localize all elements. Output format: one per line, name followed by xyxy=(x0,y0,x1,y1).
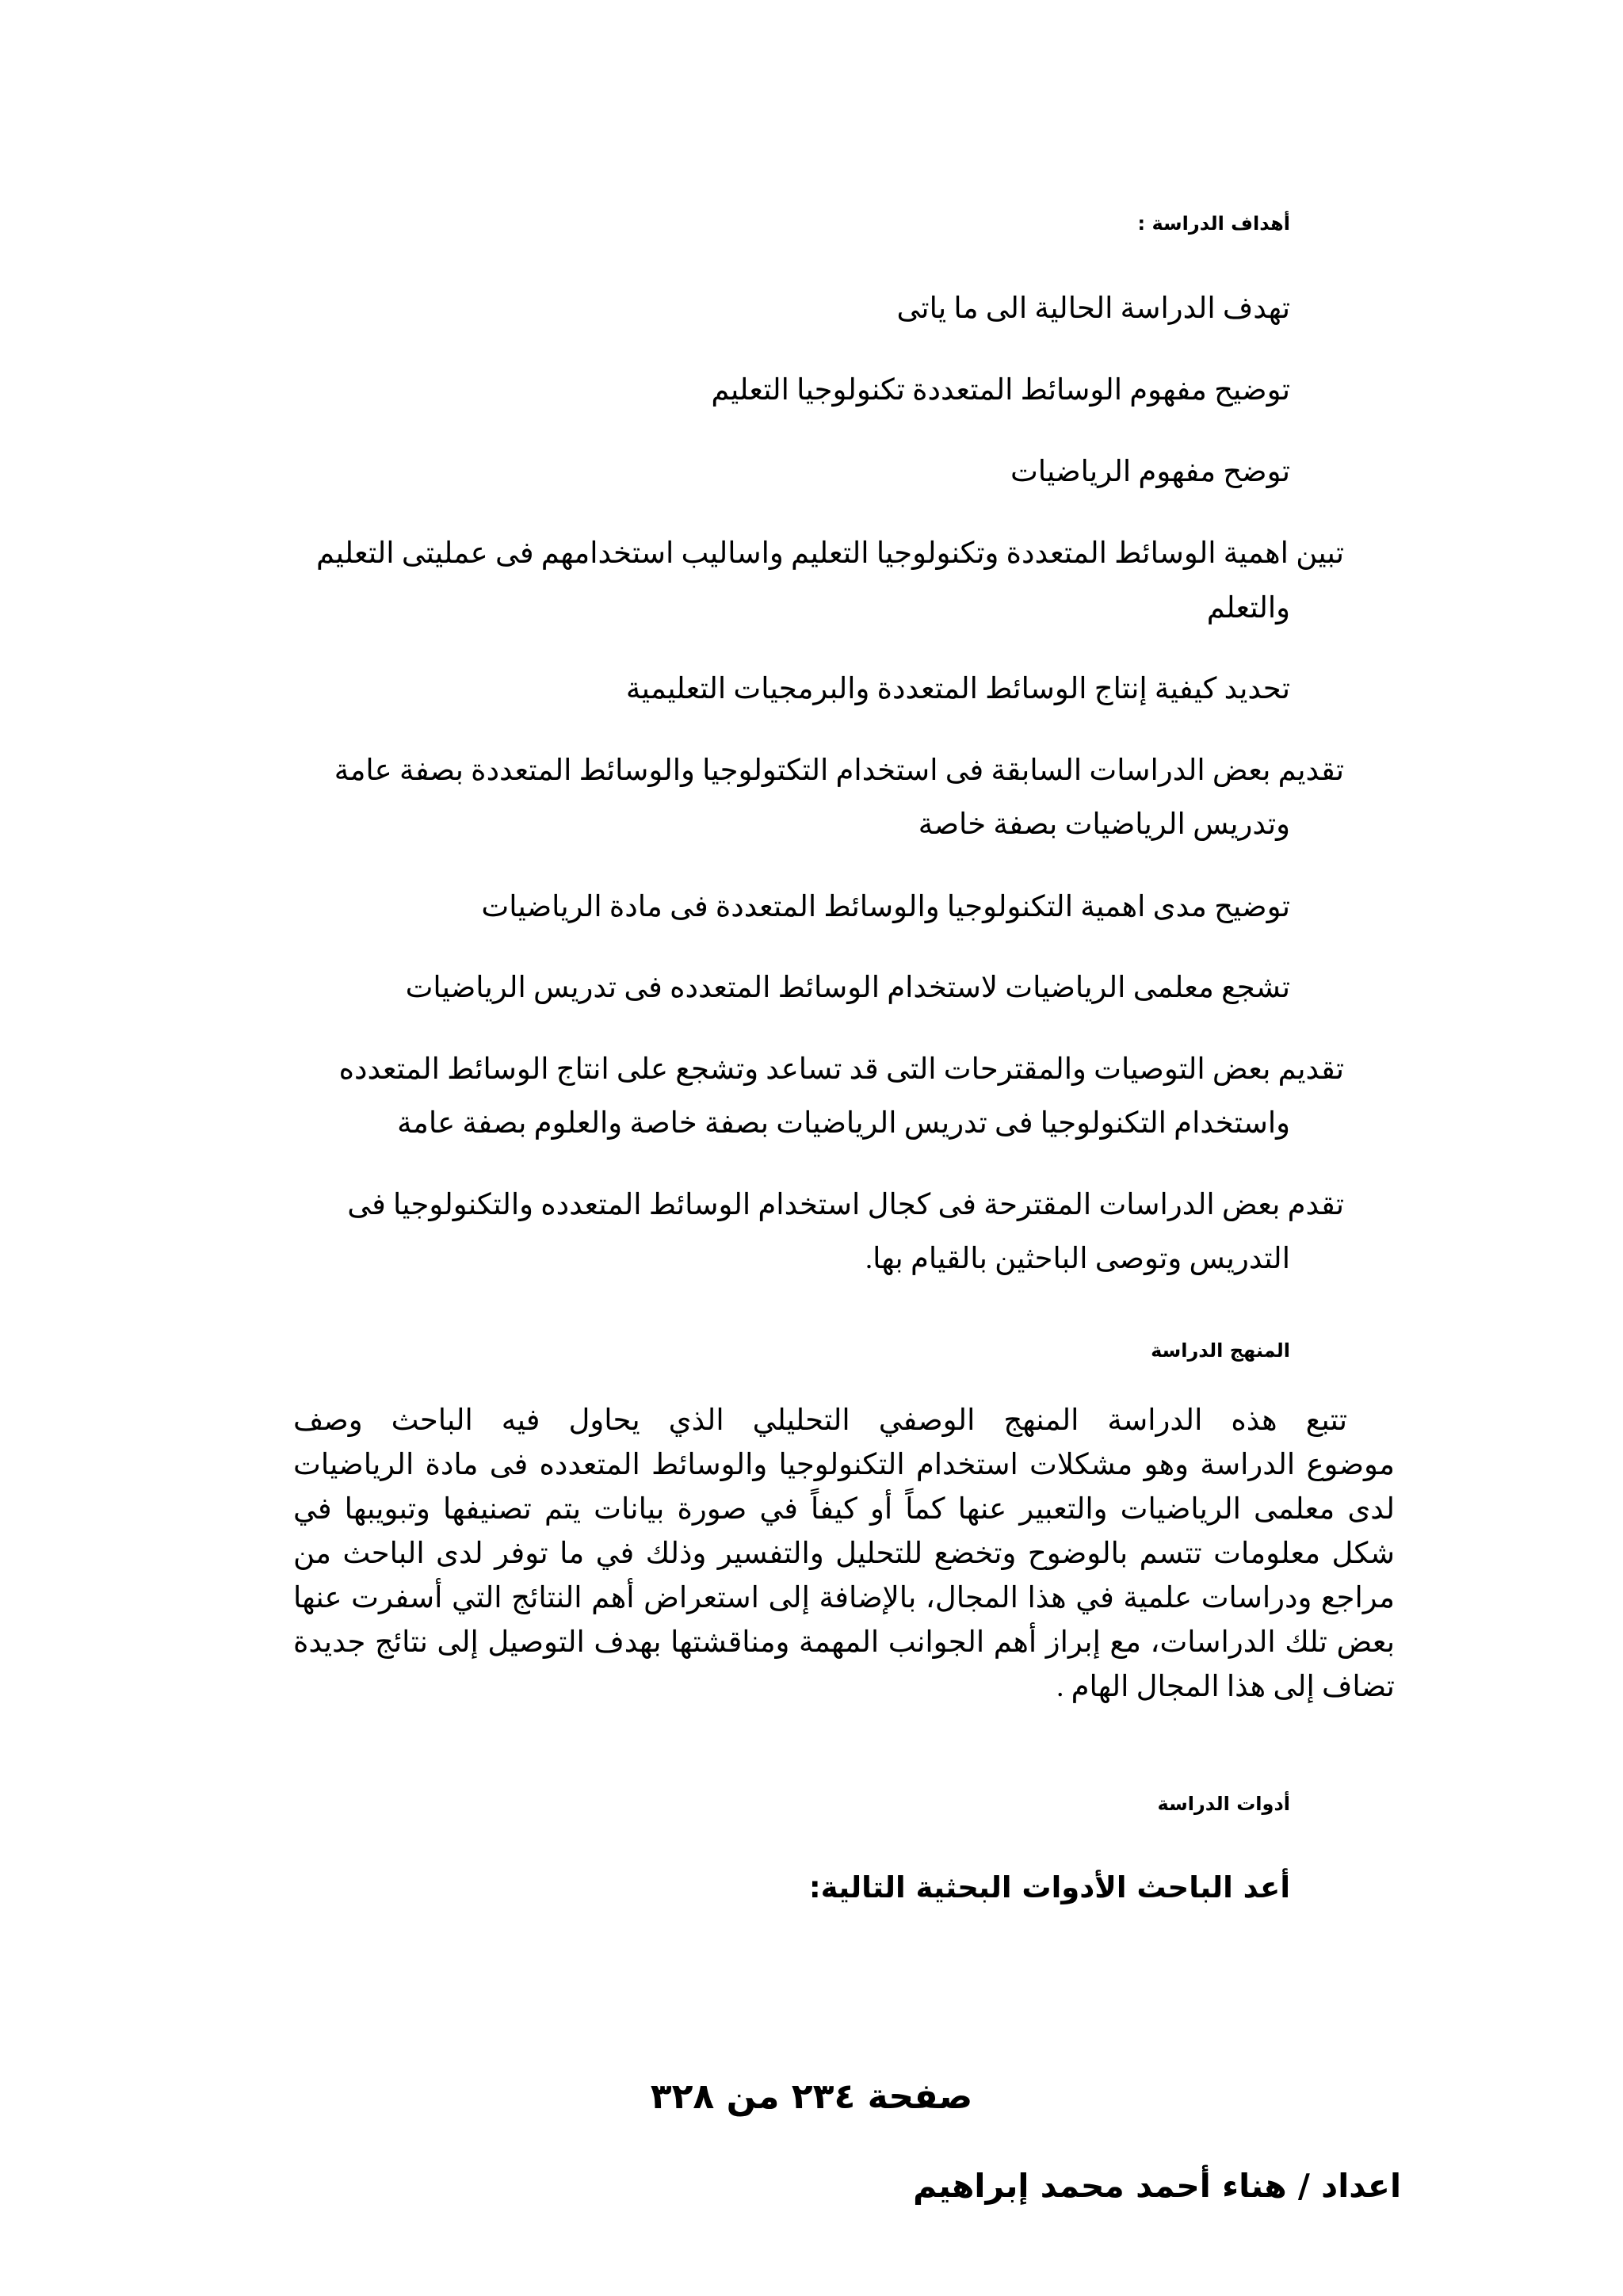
objective-2: توضح مفهوم الرياضيات xyxy=(1010,456,1290,488)
objective-5-line-2: وتدريس الرياضيات بصفة خاصة xyxy=(918,808,1290,841)
objective-5-line-1: تقديم بعض الدراسات السابقة فى استخدام التكتولوجيا والوسائط المتعددة بصفة عامة xyxy=(334,755,1344,787)
page-number: صفحة ٢٣٤ من ٣٢٨ xyxy=(650,2076,973,2117)
objective-9-line-1: تقدم بعض الدراسات المقترحة فى كجال استخدام الوسائط المتعدده والتكنولوجيا فى xyxy=(347,1189,1344,1221)
objective-3-line-1: تبين اهمية الوسائط المتعددة وتكنولوجيا التعليم واساليب استخدامهم فى عمليتى التعليم xyxy=(315,537,1344,570)
heading-method: المنهج الدراسة xyxy=(1151,1339,1290,1362)
objective-6: توضيح مدى اهمية التكنولوجيا والوسائط المتعددة فى مادة الرياضيات xyxy=(481,891,1290,923)
objective-3-line-2: والتعلم xyxy=(1206,592,1290,625)
method-line-4: شكل معلومات تتسم بالوضوح وتخضع للتحليل والتفسير وذلك في ما توفر لدى الباحث من xyxy=(293,1538,1395,1570)
objective-8-line-1: تقديم بعض التوصيات والمقترحات التى قد تساعد وتشجع على انتاج الوسائط المتعدده xyxy=(338,1053,1344,1086)
objective-1: توضيح مفهوم الوسائط المتعددة تكنولوجيا التعليم xyxy=(711,374,1290,407)
method-line-1: تتبع هذه الدراسة المنهج الوصفي التحليلي الذي يحاول فيه الباحث وصف xyxy=(293,1404,1347,1437)
heading-objectives: أهداف الدراسة : xyxy=(1137,212,1290,235)
method-paragraph xyxy=(293,1399,1395,1710)
method-line-7: تضاف إلى هذا المجال الهام . xyxy=(1056,1671,1395,1703)
objective-9-line-2: التدريس وتوصى الباحثين بالقيام بها. xyxy=(865,1243,1290,1275)
tools-line: أعد الباحث الأدوات البحثية التالية: xyxy=(808,1870,1290,1904)
objective-8-line-2: واستخدام التكنولوجيا فى تدريس الرياضيات بصفة خاصة والعلوم بصفة عامة xyxy=(397,1107,1290,1140)
method-line-2: موضوع الدراسة وهو مشكلات استخدام التكنولوجيا والوسائط المتعدده فى مادة الرياضيات xyxy=(293,1449,1395,1481)
objective-7: تشجع معلمى الرياضيات لاستخدام الوسائط المتعدده فى تدريس الرياضيات xyxy=(405,972,1290,1004)
author-credit: اعداد / هناء أحمد محمد إبراهيم xyxy=(913,2167,1401,2205)
objective-4: تحديد كيفية إنتاج الوسائط المتعددة والبرمجيات التعليمية xyxy=(625,673,1290,705)
method-line-6: بعض تلك الدراسات، مع إبراز أهم الجوانب المهمة ومناقشتها بهدف التوصيل إلى نتائج جديدة xyxy=(293,1626,1395,1659)
method-line-5: مراجع ودراسات علمية في هذا المجال، بالإضافة إلى استعراض أهم النتائج التي أسفرت عنها xyxy=(293,1582,1395,1614)
objective-0: تهدف الدراسة الحالية الى ما ياتى xyxy=(896,292,1290,325)
method-line-3: لدى معلمى الرياضيات والتعبير عنها كماً أو كيفاً في صورة بيانات يتم تصنيفها وتبويبها في xyxy=(293,1493,1395,1526)
heading-tools: أدوات الدراسة xyxy=(1157,1793,1290,1815)
